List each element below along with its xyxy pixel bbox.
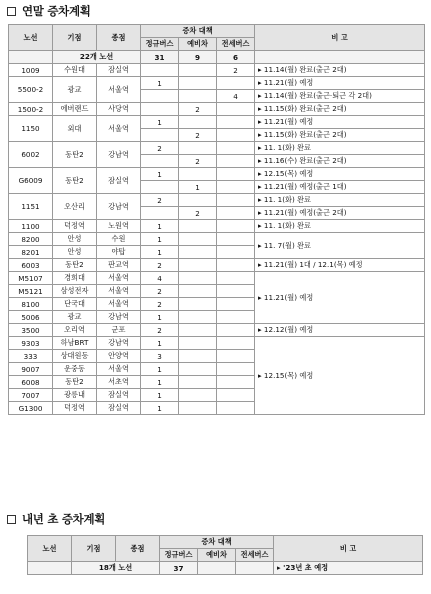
cell-route: 7007 [9,389,53,402]
cell-reg [141,64,179,77]
cell-charter [217,324,255,337]
cell-route: 8201 [9,246,53,259]
table-row [9,259,425,272]
cell-start: 광교 [53,311,97,324]
table-row [9,116,425,129]
cell-charter [217,77,255,90]
cell-note: ▸ 12.12(월) 예정 [255,324,425,337]
cell-end: 판교역 [97,259,141,272]
cell-note: ▸ 12.15(목) 예정 [255,168,425,181]
cell-reg: 1 [141,220,179,233]
cell-reg: 2 [141,324,179,337]
cell-charter [217,207,255,220]
cell-end: 수원 [97,233,141,246]
cell-spare [179,246,217,259]
cell-end: 서울역 [97,272,141,285]
cell-reg: 1 [141,246,179,259]
cell-end: 잠실역 [97,64,141,77]
cell-spare: 1 [179,181,217,194]
cell-spare [179,142,217,155]
cell-start: 오산리 [53,194,97,220]
cell-reg: 1 [141,168,179,181]
cell-spare [179,259,217,272]
cell-note: ▸ 11. 1(화) 완료 [255,194,425,207]
cell-start: 하남BRT [53,337,97,350]
table-row [9,64,425,77]
cell-end: 서초역 [97,376,141,389]
cell-start: 오리역 [53,324,97,337]
cell-end: 강남역 [97,337,141,350]
cell-spare [179,298,217,311]
cell-start: 덕정역 [53,402,97,415]
cell-end: 군포 [97,324,141,337]
header-note: 비 고 [255,25,425,51]
cell-charter [217,194,255,207]
cell-start: 안성 [53,246,97,259]
cell-start: 수원대 [53,64,97,77]
header-spare-bus: 예비차 [198,549,236,562]
next-year-plan-table [27,535,423,575]
total-note: ▸ '23년 초 예정 [274,562,423,575]
cell-reg: 3 [141,350,179,363]
cell-note: ▸ 11.21(월) 예정 [255,77,425,90]
cell-start: 광릉내 [53,389,97,402]
cell-start: 단국대 [53,298,97,311]
cell-route: 9007 [9,363,53,376]
cell-end: 노원역 [97,220,141,233]
cell-reg: 1 [141,376,179,389]
cell-spare [179,233,217,246]
cell-spare [179,116,217,129]
cell-charter [217,181,255,194]
cell-route: 333 [9,350,53,363]
cell-charter [217,142,255,155]
header-note: 비 고 [274,536,423,562]
cell-reg [141,129,179,142]
table-row [9,77,425,90]
cell-route: 1009 [9,64,53,77]
header-route: 노선 [28,536,72,562]
table-row [9,324,425,337]
table-row [9,337,425,350]
cell-charter [217,389,255,402]
cell-route: 3500 [9,324,53,337]
cell-spare [179,350,217,363]
cell-reg [141,207,179,220]
cell-spare [179,311,217,324]
cell-spare [179,337,217,350]
header-spare-bus: 예비차 [179,38,217,51]
table-row [9,168,425,181]
cell-start: 상대원동 [53,350,97,363]
header-end: 종점 [116,536,160,562]
cell-charter: 4 [217,90,255,103]
cell-route: 8100 [9,298,53,311]
total-spare: 9 [179,51,217,64]
cell-route: G6009 [9,168,53,194]
cell-note: ▸ 11.15(화) 완료(출근 2대) [255,103,425,116]
cell-note: ▸ 11.21(월) 1대 / 12.1(목) 예정 [255,259,425,272]
header-regular-bus: 정규버스 [141,38,179,51]
cell-route: 6002 [9,142,53,168]
total-charter: 6 [217,51,255,64]
cell-end: 강남역 [97,194,141,220]
cell-charter [217,298,255,311]
cell-spare [179,194,217,207]
cell-note: ▸ 11. 7(월) 완료 [255,233,425,259]
table-row [9,103,425,116]
cell-end: 서울역 [97,363,141,376]
cell-route: 1150 [9,116,53,142]
header-row-1 [9,25,425,38]
cell-spare [179,77,217,90]
cell-end: 강남역 [97,142,141,168]
table-row [9,142,425,155]
cell-end: 서울역 [97,285,141,298]
total-charter [236,562,274,575]
cell-charter [217,233,255,246]
cell-charter [217,103,255,116]
cell-reg: 1 [141,337,179,350]
cell-charter [217,129,255,142]
cell-end: 서울역 [97,116,141,142]
cell-reg [141,181,179,194]
cell-route: 5500-2 [9,77,53,103]
header-measures: 증차 대책 [160,536,274,549]
cell-end: 야탑 [97,246,141,259]
cell-start: 에버랜드 [53,103,97,116]
cell-start: 운중동 [53,363,97,376]
cell-route: M5121 [9,285,53,298]
cell-reg: 1 [141,402,179,415]
cell-note: ▸ 11.15(화) 완료(출근 2대) [255,129,425,142]
header-measures: 증차 대책 [141,25,255,38]
total-label: 22개 노선 [53,51,141,64]
table-row [9,272,425,285]
cell-start: 광교 [53,77,97,103]
cell-route: 1151 [9,194,53,220]
cell-charter [217,363,255,376]
cell-reg: 1 [141,311,179,324]
checkbox-square-icon [7,515,16,524]
cell-charter [217,220,255,233]
cell-reg: 1 [141,363,179,376]
cell-note: ▸ 11.14(월) 완료(출근·퇴근 각 2대) [255,90,425,103]
cell-spare [179,168,217,181]
total-row [9,51,425,64]
cell-charter: 2 [217,64,255,77]
cell-note: ▸ 11.21(월) 예정(출근 2대) [255,207,425,220]
cell-start: 삼성전자 [53,285,97,298]
cell-note: ▸ 11.16(수) 완료(출근 2대) [255,155,425,168]
cell-start: 경희대 [53,272,97,285]
cell-start: 동탄2 [53,168,97,194]
cell-note: ▸ 12.15(목) 예정 [255,337,425,415]
cell-reg: 2 [141,285,179,298]
cell-spare [179,220,217,233]
header-regular-bus: 정규버스 [160,549,198,562]
cell-route: 5006 [9,311,53,324]
section2-title [7,511,105,527]
cell-route: M5107 [9,272,53,285]
cell-reg: 2 [141,194,179,207]
total-label: 18개 노선 [72,562,160,575]
cell-route: 6008 [9,376,53,389]
header-start: 기점 [72,536,116,562]
cell-charter [217,272,255,285]
cell-note: ▸ 11. 1(화) 완료 [255,142,425,155]
cell-spare: 2 [179,129,217,142]
cell-reg: 2 [141,259,179,272]
cell-reg [141,90,179,103]
cell-charter [217,285,255,298]
cell-spare [179,272,217,285]
cell-end: 서울역 [97,77,141,103]
total-spare [198,562,236,575]
section1-title-text: 연말 증차계획 [22,4,91,18]
header-end: 종점 [97,25,141,51]
checkbox-square-icon [7,7,16,16]
cell-reg: 1 [141,77,179,90]
cell-route: 8200 [9,233,53,246]
cell-spare [179,376,217,389]
cell-spare [179,64,217,77]
cell-spare [179,402,217,415]
cell-end: 서울역 [97,298,141,311]
cell-spare [179,90,217,103]
cell-note: ▸ 11.21(월) 예정 [255,272,425,324]
cell-route: 1500-2 [9,103,53,116]
cell-reg [141,155,179,168]
cell-spare: 2 [179,103,217,116]
cell-note: ▸ 11.21(월) 예정 [255,116,425,129]
total-regular: 37 [160,562,198,575]
cell-start: 덕정역 [53,220,97,233]
cell-charter [217,116,255,129]
cell-note: ▸ 11.14(월) 완료(출근 2대) [255,64,425,77]
cell-spare [179,324,217,337]
cell-spare: 2 [179,207,217,220]
cell-start: 동탄2 [53,259,97,272]
cell-reg: 1 [141,233,179,246]
cell-end: 잠실역 [97,168,141,194]
cell-reg: 2 [141,142,179,155]
table-row [9,194,425,207]
table-row [9,233,425,246]
cell-end: 안양역 [97,350,141,363]
bus-increase-plan-table [8,24,425,415]
cell-reg: 2 [141,298,179,311]
cell-charter [217,246,255,259]
cell-charter [217,168,255,181]
cell-charter [217,259,255,272]
cell-charter [217,337,255,350]
cell-start: 동탄2 [53,376,97,389]
cell-end: 잠실역 [97,389,141,402]
cell-charter [217,155,255,168]
cell-start: 외대 [53,116,97,142]
cell-end: 사당역 [97,103,141,116]
total-regular: 31 [141,51,179,64]
section1-title [7,3,91,19]
cell-spare [179,363,217,376]
header-start: 기점 [53,25,97,51]
cell-end: 강남역 [97,311,141,324]
total-row [28,562,423,575]
cell-spare: 2 [179,155,217,168]
cell-note: ▸ 11. 1(화) 완료 [255,220,425,233]
cell-reg: 4 [141,272,179,285]
cell-route: 1100 [9,220,53,233]
cell-end: 잠실역 [97,402,141,415]
header-charter-bus: 전세버스 [236,549,274,562]
header-row-1 [28,536,423,549]
cell-reg: 1 [141,116,179,129]
cell-spare [179,389,217,402]
cell-charter [217,402,255,415]
cell-route: 9303 [9,337,53,350]
cell-start: 동탄2 [53,142,97,168]
cell-route: 6003 [9,259,53,272]
cell-start: 안성 [53,233,97,246]
cell-charter [217,311,255,324]
cell-reg [141,103,179,116]
cell-charter [217,376,255,389]
cell-charter [217,350,255,363]
cell-route: G1300 [9,402,53,415]
cell-reg: 1 [141,389,179,402]
table-row [9,220,425,233]
cell-note: ▸ 11.21(월) 예정(출근 1대) [255,181,425,194]
section2-title-text: 내년 초 증차계획 [22,512,106,526]
cell-spare [179,285,217,298]
header-charter-bus: 전세버스 [217,38,255,51]
header-route: 노선 [9,25,53,51]
